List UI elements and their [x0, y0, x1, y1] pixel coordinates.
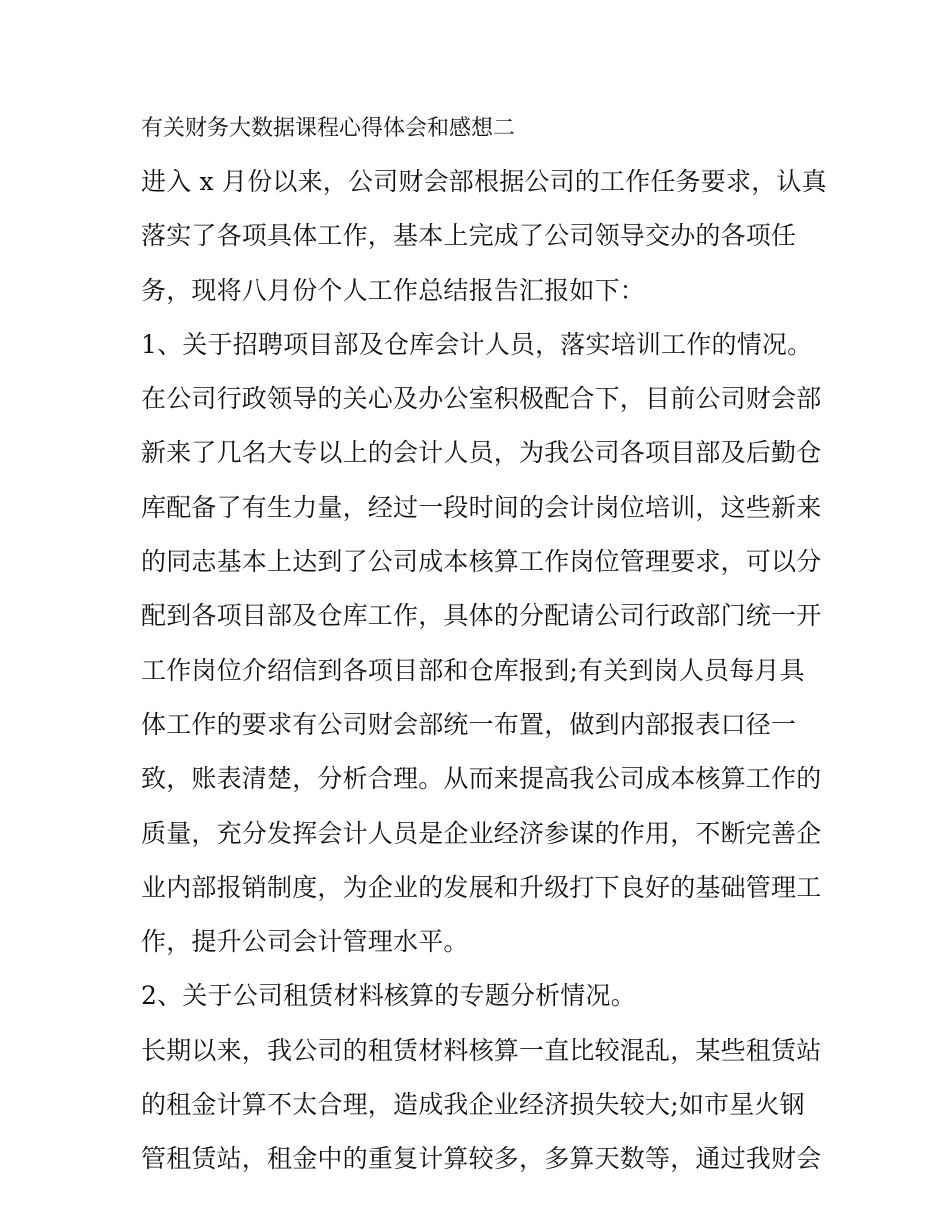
- document-title: 有关财务大数据课程心得体会和感想二: [141, 116, 516, 141]
- paragraph-line: 务，现将八月份个人工作总结报告汇报如下：: [141, 275, 646, 305]
- section-heading-1: 1、关于招聘项目部及仓库会计人员，落实培训工作的情况。: [141, 329, 813, 359]
- paragraph-line: 配到各项目部及仓库工作，具体的分配请公司行政部门统一开: [141, 601, 822, 631]
- paragraph-line: 在公司行政领导的关心及办公室积极配合下，目前公司财会部: [141, 384, 822, 414]
- paragraph-line: 进入 x 月份以来，公司财会部根据公司的工作任务要求，认真: [141, 167, 827, 196]
- paragraph-line: 致，账表清楚，分析合理。从而来提高我公司成本核算工作的: [141, 764, 822, 794]
- paragraph-line: 的同志基本上达到了公司成本核算工作岗位管理要求，可以分: [141, 547, 822, 577]
- paragraph-line: 体工作的要求有公司财会部统一布置，做到内部报表口径一: [141, 709, 797, 739]
- paragraph-line: 的租金计算不太合理，造成我企业经济损失较大;如市星火钢: [141, 1090, 805, 1120]
- paragraph-line: 作，提升公司会计管理水平。: [141, 927, 469, 957]
- document-body: [141, 103, 827, 1187]
- paragraph-line: 新来了几名大专以上的会计人员，为我公司各项目部及后勤仓: [141, 438, 822, 468]
- paragraph-line: 管租赁站，租金中的重复计算较多，多算天数等，通过我财会: [141, 1144, 822, 1174]
- section-heading-2: 2、关于公司租赁材料核算的专题分析情况。: [141, 981, 636, 1011]
- paragraph-line: 业内部报销制度，为企业的发展和升级打下良好的基础管理工: [141, 872, 822, 902]
- paragraph-line: 长期以来，我公司的租赁材料核算一直比较混乱，某些租赁站: [141, 1035, 822, 1065]
- paragraph-line: 工作岗位介绍信到各项目部和仓库报到;有关到岗人员每月具: [141, 655, 805, 685]
- paragraph-line: 库配备了有生力量，经过一段时间的会计岗位培训，这些新来: [141, 492, 822, 522]
- paragraph-line: 质量，充分发挥会计人员是企业经济参谋的作用，不断完善企: [141, 818, 822, 848]
- paragraph-line: 落实了各项具体工作，基本上完成了公司领导交办的各项任: [141, 221, 797, 251]
